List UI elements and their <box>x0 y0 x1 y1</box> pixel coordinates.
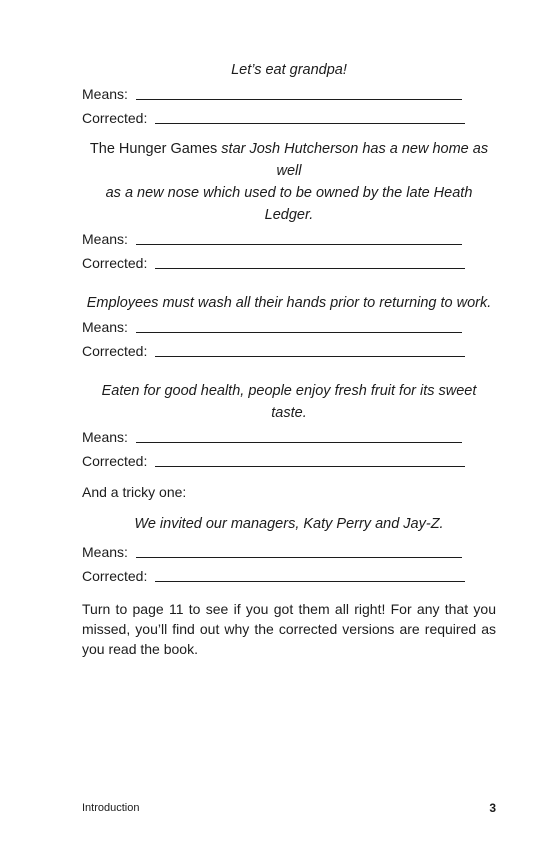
corrected-label: Corrected: <box>82 110 148 126</box>
means-label: Means: <box>82 544 128 560</box>
corrected-answer-line[interactable] <box>155 339 465 357</box>
sentence-part: star Josh Hutcherson has a new home as well <box>217 141 489 179</box>
means-field[interactable] <box>82 227 496 250</box>
means-answer-line[interactable] <box>136 425 462 443</box>
exercise-1 <box>82 59 496 129</box>
corrected-answer-line[interactable] <box>155 106 465 124</box>
exercise-2 <box>82 138 496 274</box>
sentence-part: as a new nose which used to be owned by the late Heath Ledger. <box>105 185 473 223</box>
means-field[interactable] <box>82 540 496 563</box>
exercise-5 <box>82 481 496 587</box>
exercise-sentence <box>82 138 496 226</box>
means-field[interactable] <box>82 315 496 338</box>
means-answer-line[interactable] <box>136 315 462 333</box>
means-answer-line[interactable] <box>136 540 462 558</box>
exercise-3 <box>82 292 496 362</box>
means-field[interactable] <box>82 425 496 448</box>
corrected-label: Corrected: <box>82 255 148 271</box>
tricky-intro: And a tricky one: <box>82 484 187 500</box>
means-field[interactable] <box>82 82 496 105</box>
corrected-answer-line[interactable] <box>155 449 465 467</box>
means-answer-line[interactable] <box>136 227 462 245</box>
corrected-field[interactable] <box>82 251 496 274</box>
exercise-sentence: We invited our managers, Katy Perry and Jay-Z. <box>134 516 444 532</box>
means-label: Means: <box>82 429 128 445</box>
means-answer-line[interactable] <box>136 82 462 100</box>
corrected-field[interactable] <box>82 449 496 472</box>
exercise-4 <box>82 380 496 472</box>
means-label: Means: <box>82 231 128 247</box>
page-number: 3 <box>489 801 496 815</box>
corrected-label: Corrected: <box>82 568 148 584</box>
closing-paragraph: Turn to page 11 to see if you got them all right! For any that you missed, you’ll find out why the corrected versions are required as you read the book. <box>82 601 496 657</box>
corrected-label: Corrected: <box>82 453 148 469</box>
means-label: Means: <box>82 319 128 335</box>
book-title: The Hunger Games <box>89 141 218 157</box>
footer-section-title: Introduction <box>82 802 140 814</box>
corrected-label: Corrected: <box>82 343 148 359</box>
corrected-field[interactable] <box>82 106 496 129</box>
exercise-sentence: Employees must wash all their hands prior to returning to work. <box>86 295 492 311</box>
exercise-sentence: Eaten for good health, people enjoy fresh fruit for its sweet taste. <box>101 383 477 421</box>
corrected-field[interactable] <box>82 339 496 362</box>
corrected-answer-line[interactable] <box>155 564 465 582</box>
exercise-sentence: Let’s eat grandpa! <box>231 62 347 78</box>
corrected-field[interactable] <box>82 564 496 587</box>
means-label: Means: <box>82 86 128 102</box>
page-content <box>82 59 496 659</box>
corrected-answer-line[interactable] <box>155 251 465 269</box>
